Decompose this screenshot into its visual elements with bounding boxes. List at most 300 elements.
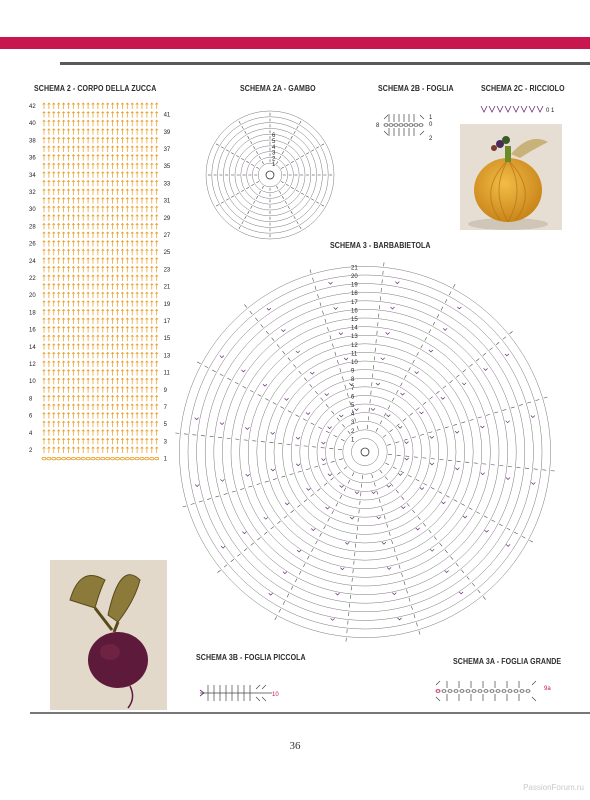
- increase-mark: [285, 503, 289, 505]
- increase-mark: [387, 567, 391, 569]
- increase-mark: [405, 458, 409, 460]
- round-number: 16: [351, 308, 358, 315]
- stitch-mark: [276, 186, 278, 189]
- stitch-mark: [276, 161, 278, 164]
- stitch-mark: [436, 391, 439, 394]
- increase-mark: [271, 469, 275, 471]
- stitch-mark: [300, 226, 302, 229]
- stitch-mark: [239, 121, 241, 124]
- stitch-mark: [412, 510, 415, 513]
- increase-mark: [445, 571, 449, 573]
- stitch-mark: [391, 483, 394, 486]
- stitch-mark: [337, 360, 338, 364]
- stitch-mark: [332, 344, 333, 348]
- pumpkin-row: [43, 335, 158, 341]
- stitch-mark: [486, 414, 490, 415]
- header-band: [0, 37, 590, 49]
- schema2b-title: SCHEMA 2B - FOGLIA: [378, 84, 454, 93]
- stitch-mark: [384, 515, 385, 519]
- round-number: 21: [351, 265, 358, 272]
- pumpkin-row: [43, 361, 158, 367]
- increase-mark: [296, 437, 300, 439]
- stitch-mark: [376, 428, 378, 432]
- stitch-mark: [425, 337, 427, 341]
- stitch-mark: [244, 304, 247, 307]
- increase-mark: [221, 546, 225, 548]
- increase-mark: [392, 593, 396, 595]
- round-number: 15: [351, 317, 358, 323]
- stitch-mark: [396, 490, 399, 493]
- stitch-mark: [529, 540, 533, 542]
- stitch-mark: [253, 146, 255, 149]
- row-number-right: 11: [163, 370, 170, 377]
- increase-mark: [401, 506, 405, 508]
- stitch-mark: [279, 191, 281, 194]
- stitch-mark: [297, 126, 299, 129]
- stitch-mark: [494, 412, 498, 413]
- increase-mark: [297, 550, 301, 552]
- stitch-mark: [470, 364, 473, 367]
- pumpkin-row: [43, 370, 158, 376]
- row-number-left: 8: [29, 396, 33, 403]
- schema3-title: SCHEMA 3 - BARBABIETOLA: [330, 241, 431, 250]
- stitch-mark: [433, 322, 435, 326]
- pumpkin-row: [43, 378, 158, 384]
- stitch-mark: [409, 367, 411, 371]
- stitch-mark: [418, 517, 421, 520]
- round-ring: [300, 387, 430, 517]
- row-number-left: 20: [29, 293, 36, 300]
- pumpkin-body-chart: [28, 100, 178, 462]
- stitch-mark: [250, 311, 253, 314]
- row-number-right: 37: [163, 147, 171, 153]
- stitch-mark: [266, 331, 269, 334]
- stitch-mark: [440, 543, 443, 546]
- stitch-mark: [207, 498, 211, 499]
- watermark: PassionForum.ru: [523, 783, 584, 792]
- increase-mark: [220, 479, 224, 481]
- small-leaf-chart: [198, 680, 288, 706]
- stitch-mark: [514, 532, 518, 534]
- stitch-mark: [355, 418, 356, 422]
- row-number-right: 1: [163, 456, 167, 463]
- stitch-mark: [240, 488, 244, 489]
- stitch-mark: [411, 606, 412, 610]
- stitch-mark: [388, 405, 390, 409]
- stitch-mark: [277, 344, 280, 347]
- schema2a-title: SCHEMA 2A - GAMBO: [240, 84, 316, 93]
- footer-rule: [30, 712, 590, 714]
- stitch-mark: [301, 193, 304, 195]
- stitch-mark: [248, 211, 250, 214]
- round-ring: [214, 301, 516, 603]
- stitch-mark: [423, 402, 426, 405]
- increase-mark: [334, 307, 338, 309]
- increase-mark: [344, 358, 348, 360]
- stitch-mark: [344, 467, 347, 470]
- stitch-mark: [431, 487, 435, 489]
- stitch-mark: [399, 565, 400, 569]
- stitch-mark: [412, 437, 416, 438]
- page-number: 36: [289, 740, 301, 752]
- stitch-mark: [191, 503, 195, 504]
- increase-mark: [220, 356, 224, 358]
- stitch-mark: [345, 385, 346, 389]
- pumpkin-row: [43, 318, 158, 324]
- round-ring: [326, 413, 405, 492]
- stitch-mark: [183, 506, 187, 507]
- stitch-mark: [322, 311, 323, 315]
- stitch-mark: [336, 503, 338, 507]
- pumpkin-row: [43, 232, 158, 238]
- pumpkin-row: [43, 180, 158, 186]
- increase-mark: [419, 412, 423, 414]
- round-ring: [334, 421, 396, 483]
- increase-mark: [506, 421, 510, 423]
- pumpkin-row: [43, 146, 158, 152]
- round-number: 5: [351, 403, 355, 409]
- stitch-mark: [379, 499, 380, 503]
- row-number-left: 18: [29, 310, 36, 317]
- schema2-title: SCHEMA 2 - CORPO DELLA ZUCCA: [34, 84, 157, 93]
- increase-mark: [462, 383, 466, 385]
- stitch-mark: [301, 156, 304, 158]
- pumpkin-row: [43, 241, 158, 247]
- increase-mark: [340, 485, 344, 487]
- stitch-mark: [416, 479, 420, 481]
- round-ring: [188, 275, 542, 629]
- row-number-left: 6: [29, 413, 33, 420]
- pumpkin-row: [43, 404, 158, 410]
- row-number-left: 4: [29, 430, 33, 437]
- stitch-mark: [288, 206, 290, 209]
- stitch-mark: [279, 609, 281, 613]
- increase-mark: [355, 492, 359, 494]
- round-ring: [205, 292, 525, 612]
- stitch-mark: [341, 439, 345, 441]
- stitch-mark: [311, 423, 315, 425]
- stitch-mark: [316, 202, 319, 204]
- curl-chart: [480, 104, 560, 116]
- stitch-mark: [251, 164, 254, 166]
- stitch-mark: [241, 158, 244, 160]
- stitch-mark: [401, 471, 405, 473]
- stitch-mark: [380, 420, 382, 424]
- stitch-mark: [446, 496, 450, 498]
- round-ring: [274, 361, 456, 543]
- pumpkin-photo: [460, 124, 562, 230]
- stitch-mark: [443, 386, 446, 389]
- stitch-mark: [221, 147, 224, 149]
- increase-mark: [420, 488, 424, 490]
- increase-mark: [321, 442, 325, 444]
- round-number: 2: [272, 156, 276, 163]
- stitch-mark: [294, 131, 296, 134]
- row-number-left: 22: [29, 276, 36, 282]
- stitch-mark: [246, 161, 249, 163]
- stitch-mark: [242, 126, 244, 129]
- stitch-mark: [261, 324, 264, 327]
- stitch-mark: [277, 521, 280, 524]
- center-ring: [266, 171, 274, 179]
- stitch-mark: [236, 193, 239, 195]
- row-number-left: 14: [29, 344, 36, 351]
- stitch-mark: [348, 480, 350, 484]
- round-ring: [283, 370, 448, 535]
- stitch-mark: [287, 594, 289, 598]
- pumpkin-row: [43, 292, 158, 298]
- stitch-mark: [445, 299, 447, 303]
- stitch-mark: [396, 424, 399, 427]
- pumpkin-row: [43, 352, 158, 358]
- increase-mark: [381, 358, 385, 360]
- increase-mark: [415, 372, 419, 374]
- round-number: 1: [272, 162, 276, 169]
- stitch-mark: [320, 533, 322, 537]
- stitch-mark: [409, 598, 410, 602]
- stitch-mark: [394, 548, 395, 552]
- stitch-mark: [384, 413, 386, 417]
- stitch-mark: [467, 576, 470, 579]
- beet-photo: [50, 560, 167, 710]
- round-number: 2: [351, 428, 355, 435]
- increase-mark: [267, 308, 271, 310]
- round-ring: [248, 335, 482, 569]
- stitch-mark: [429, 530, 432, 533]
- pumpkin-row: [43, 198, 158, 204]
- stitch-mark: [259, 156, 261, 159]
- increase-mark: [416, 528, 420, 530]
- stitch-mark: [344, 488, 346, 492]
- stitch-mark: [404, 439, 408, 440]
- stitch-mark: [259, 191, 261, 194]
- pumpkin-row: [43, 413, 158, 419]
- stitch-mark: [197, 362, 201, 364]
- stitch-mark: [215, 496, 219, 497]
- round-ring: [343, 430, 387, 474]
- stitch-mark: [291, 136, 293, 139]
- increase-mark: [386, 415, 390, 417]
- stitch-mark: [273, 403, 277, 405]
- stitch-mark: [429, 330, 431, 334]
- round-number: 6: [351, 394, 355, 401]
- stitch-mark: [231, 196, 234, 198]
- increase-mark: [325, 507, 329, 509]
- round-ring: [317, 404, 413, 500]
- increase-mark: [241, 370, 245, 372]
- stitch-mark: [312, 278, 313, 282]
- stitch-mark: [410, 413, 413, 416]
- stitch-mark: [413, 360, 415, 364]
- increase-mark: [263, 384, 267, 386]
- stitch-mark: [251, 184, 254, 186]
- stitch-mark: [419, 631, 420, 635]
- stitch-mark: [395, 442, 399, 443]
- stitch-mark: [293, 364, 296, 367]
- stitch-mark: [374, 482, 375, 486]
- stitch-mark: [390, 429, 393, 432]
- stitch-mark: [408, 475, 412, 477]
- pumpkin-row: [43, 447, 158, 453]
- increase-mark: [377, 517, 381, 519]
- round-number: 10: [351, 360, 358, 366]
- stitch-mark: [251, 141, 253, 144]
- row-number-right: 35: [163, 164, 171, 171]
- increase-mark: [306, 412, 310, 414]
- stitch-mark: [423, 483, 427, 485]
- stitch-mark: [300, 121, 302, 124]
- round-number: 19: [351, 282, 358, 289]
- stitch-mark: [232, 491, 236, 492]
- stitch-mark: [330, 335, 331, 339]
- pumpkin-row: [43, 421, 158, 427]
- stitch-mark: [476, 359, 479, 362]
- stitch-mark: [333, 435, 337, 437]
- increase-mark: [376, 383, 380, 385]
- pumpkin-row: [43, 189, 158, 195]
- pumpkin-row: [43, 120, 158, 126]
- increase-mark: [398, 618, 402, 620]
- row-number-left: 24: [29, 258, 36, 265]
- round-number: 12: [351, 342, 358, 349]
- stitch-mark: [296, 158, 299, 160]
- increase-mark: [195, 418, 199, 420]
- row-number-right: 29: [163, 215, 171, 222]
- pumpkin-row: [43, 275, 158, 281]
- stitch-mark: [291, 211, 293, 214]
- stitch-mark: [282, 196, 284, 199]
- stitch-mark: [449, 292, 451, 296]
- row-number-right: 5: [163, 422, 167, 429]
- stitch-mark: [332, 510, 334, 514]
- increase-mark: [386, 332, 390, 334]
- stitch-mark: [441, 307, 443, 311]
- stitch-mark: [489, 348, 492, 351]
- stitch-mark: [392, 398, 394, 402]
- pumpkin-row: [43, 395, 158, 401]
- round-ring: [252, 157, 287, 192]
- stitch-mark: [483, 596, 486, 599]
- stitch-mark: [297, 505, 300, 508]
- stitch-mark: [509, 331, 512, 334]
- increase-mark: [463, 516, 467, 518]
- stitch-mark: [321, 398, 324, 401]
- stitch-mark: [258, 394, 262, 396]
- increase-mark: [271, 432, 275, 434]
- stitch-mark: [423, 523, 426, 526]
- increase-mark: [296, 351, 300, 353]
- stitch-mark: [478, 590, 481, 593]
- increase-mark: [457, 307, 461, 309]
- stitch-mark: [291, 187, 294, 189]
- stitch-mark: [285, 146, 287, 149]
- increase-mark: [429, 350, 433, 352]
- stitch-mark: [535, 399, 539, 400]
- stitch-mark: [255, 318, 258, 321]
- curl-row-label: 0 1: [546, 108, 555, 114]
- stitch-mark: [437, 314, 439, 318]
- header-rule: [60, 62, 590, 65]
- increase-mark: [390, 307, 394, 309]
- row-number-left: 38: [29, 138, 36, 145]
- stitch-mark: [273, 479, 277, 480]
- row-number-right: 15: [163, 336, 171, 343]
- round-number: 9: [351, 368, 355, 375]
- stitch-mark: [318, 427, 322, 429]
- pumpkin-row: [42, 457, 159, 459]
- stitch-mark: [406, 589, 407, 593]
- stitch-mark: [311, 150, 314, 152]
- pumpkin-row: [43, 129, 158, 135]
- stitch-mark: [316, 147, 319, 149]
- stitch-mark: [383, 435, 386, 438]
- row-number-right: 39: [163, 129, 171, 136]
- stitch-mark: [296, 415, 300, 417]
- stitch-mark: [296, 190, 299, 192]
- increase-mark: [354, 408, 358, 410]
- stitch-mark: [299, 371, 302, 374]
- stitch-mark: [320, 302, 321, 306]
- stitch-mark: [331, 411, 334, 414]
- pumpkin-row: [43, 223, 158, 229]
- row-number-left: 2: [29, 448, 33, 454]
- increase-mark: [264, 517, 268, 519]
- stitch-mark: [212, 370, 216, 372]
- stitch-mark: [262, 186, 264, 189]
- stitch-mark: [288, 411, 292, 413]
- stitch-mark: [251, 543, 254, 546]
- stitch-mark: [279, 156, 281, 159]
- stitch-mark: [199, 501, 203, 502]
- increase-mark: [281, 329, 285, 331]
- stitch-mark: [450, 380, 453, 383]
- stitch-mark: [483, 353, 486, 356]
- row-number-left: 26: [29, 241, 36, 248]
- increase-mark: [506, 477, 510, 479]
- stitch-mark: [511, 407, 515, 408]
- stitch-mark: [417, 352, 419, 356]
- row-number-right: 33: [163, 181, 171, 188]
- round-number: 6: [272, 133, 276, 140]
- stitch-mark: [335, 352, 336, 356]
- pumpkin-row: [43, 301, 158, 307]
- stitch-mark: [291, 510, 294, 513]
- stitch-mark: [453, 284, 455, 288]
- stitch-mark: [248, 486, 252, 487]
- pumpkin-row: [43, 163, 158, 169]
- increase-mark: [321, 459, 325, 461]
- stitch-mark: [414, 614, 415, 618]
- stitch-mark: [224, 565, 227, 568]
- stitch-mark: [382, 507, 383, 511]
- big-leaf-end-label: 9a: [544, 686, 551, 692]
- center-ring: [361, 448, 369, 456]
- stitch-mark: [321, 205, 324, 207]
- stitch-mark: [264, 532, 267, 535]
- stitch-mark: [242, 221, 244, 224]
- pumpkin-row: [43, 137, 158, 143]
- increase-mark: [398, 426, 402, 428]
- stitch-mark: [265, 481, 269, 482]
- stitch-mark: [256, 167, 259, 169]
- stitch-mark: [404, 375, 406, 379]
- stitch-mark: [306, 153, 309, 155]
- stitch-mark: [224, 493, 228, 494]
- stitch-mark: [243, 386, 247, 388]
- stitch-mark: [311, 548, 313, 552]
- stitch-mark: [245, 131, 247, 134]
- round-number: 14: [351, 325, 358, 332]
